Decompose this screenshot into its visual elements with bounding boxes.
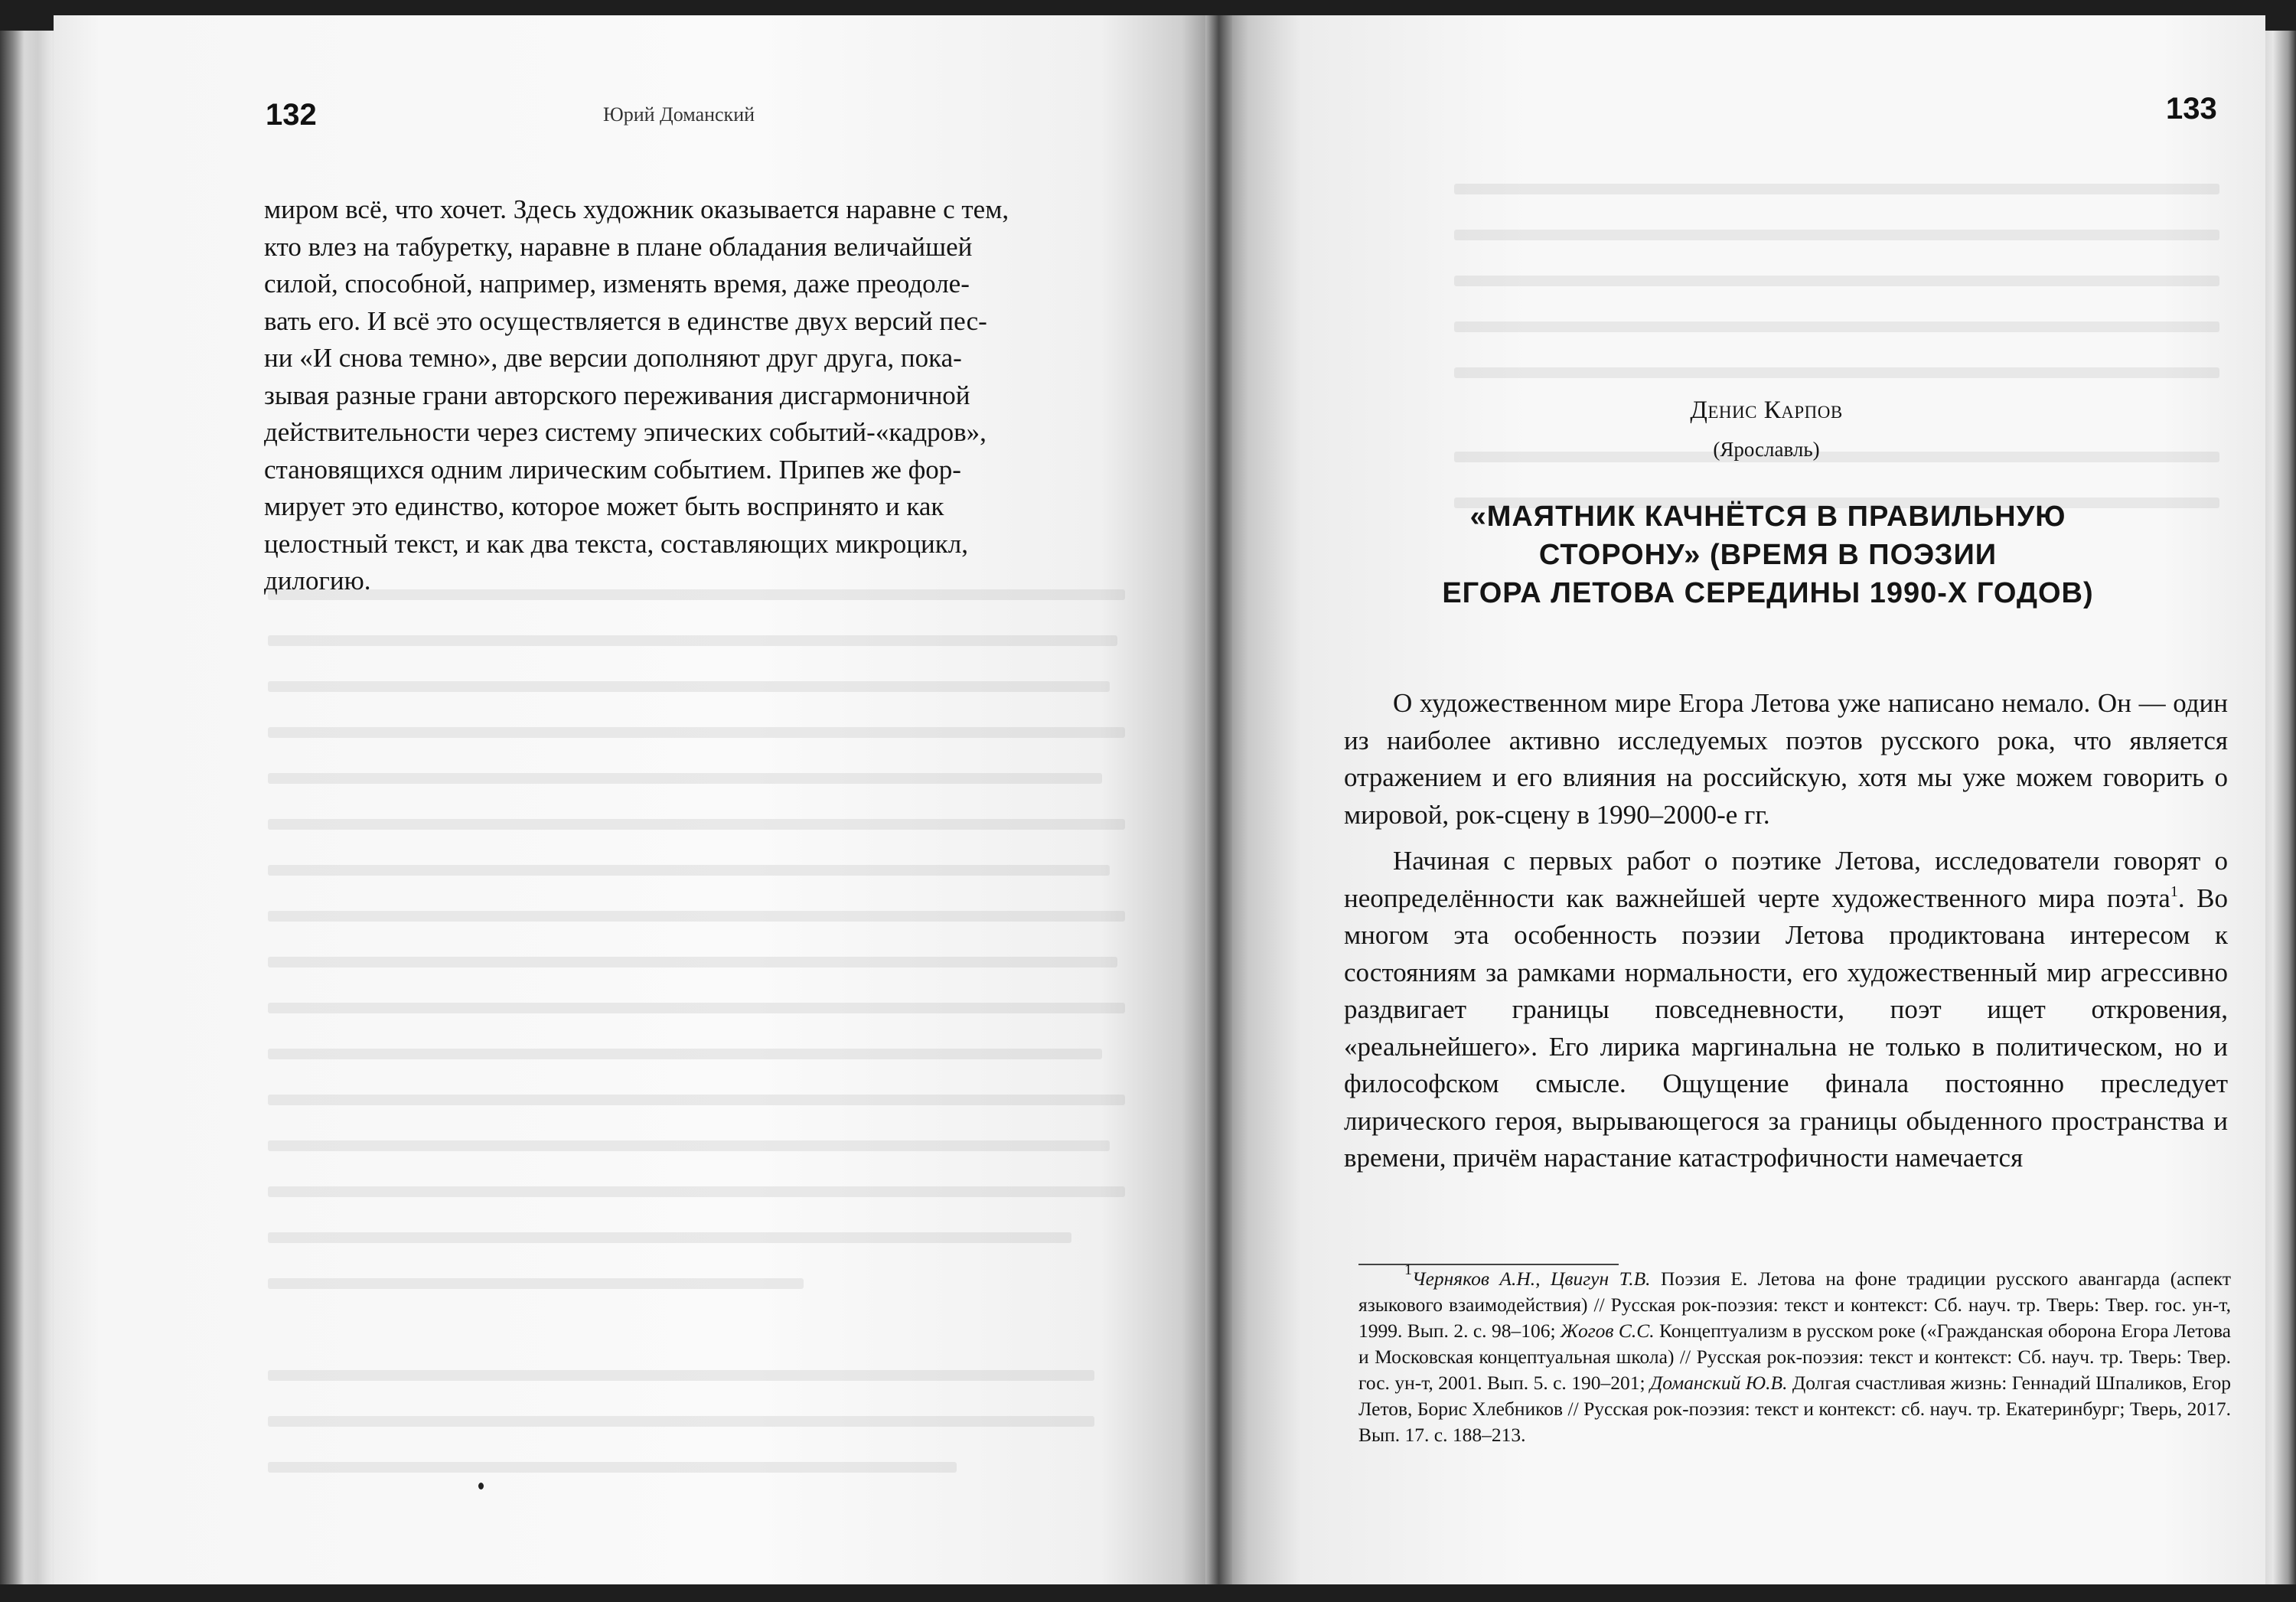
footnote-author: Доманский Ю.В. [1649,1372,1788,1394]
article-author: Денис Карпов [1690,396,1843,424]
title-line: «МАЯТНИК КАЧНЁТСЯ В ПРАВИЛЬНУЮ [1469,501,2066,533]
text-line: миром всё, что хочет. Здесь художник оказывается наравне с тем, [264,194,1009,224]
footnote-text: Долгая счастливая жизнь: Геннадий Шпаликов, Егор Летов, Борис Хлебников // Русская рок-поэзия: текст и контекст: сб. науч. тр. Екатеринбург; Тверь, 2017. Вып. 17. с. 188–213. [1358,1372,2231,1446]
bleed-through [268,1278,804,1289]
text-line: ни «И снова темно», две версии дополняют друг друга, пока- [264,343,962,373]
text-line: мирует это единство, которое может быть воспринято и как [264,491,944,521]
bleed-through [268,819,1125,830]
footnote-text: Поэзия Е. Летова на фоне традиции русского авангарда (аспект языкового взаимодействия) // Русская рок-поэзия: текст и контекст: Сб. науч. тр. Тверь: Твер. гос. ун-т, 1999. Вып. 2. с. 98–106; [1358,1268,2231,1342]
bleed-through [268,911,1125,922]
text-line: действительности через систему эпических событий-«кадров», [264,417,987,447]
footnote-marker: 1 [2170,883,2178,900]
right-page-body [1344,685,2228,1186]
text-line: силой, способной, например, изменять время, даже преодоле- [264,269,970,299]
bleed-through [268,681,1110,692]
text-line: дилогию. [264,566,371,595]
text-line: целостный текст, и как два текста, составляющих микроцикл, [264,528,968,559]
bleed-through [1454,184,2219,194]
bleed-through [268,635,1117,646]
bleed-through [268,727,1125,738]
bleed-through [1454,230,2219,240]
bleed-through [268,1095,1125,1105]
paragraph-text: . Во многом эта особенность поэзии Летова продиктована интересом к состояниям за рамками нормальности, его художественный мир агрессивно раздвигает границы повседневности, поэт ищет откровения, «реальнейшего». Его лирика маргинальна не только в политическом, но и философском смысле. Ощущение финала постоянно преследует лирического героя, вырывающегося за границы обыденного пространства и времени, причём нарастание катастрофичности намечается [1344,883,2228,1173]
footnote-author: Черняков А.Н., Цвигун Т.В. [1412,1268,1651,1290]
bleed-through [1454,276,2219,286]
title-line: ЕГОРА ЛЕТОВА СЕРЕДИНЫ 1990-Х ГОДОВ) [1442,577,2094,609]
bleed-through [268,773,1102,784]
footnote-text: Концептуализм в русском роке («Гражданская оборона Егора Летова и Московская концептуальная школа) // Русская рок-поэзия: текст и контекст: Сб. науч. тр. Тверь: Твер. гос. ун-т, 2001. Вып. 5. с. 190–201; [1358,1320,2231,1394]
author-city: (Ярославль) [1713,438,1820,461]
footnote-separator [1358,1264,1619,1265]
paragraph: О художественном мире Егора Летова уже написано немало. Он — один из наиболее активно исследуемых поэтов русского рока, что является отражением и его влияния на российскую, хотя мы уже можем говорить о мировой, рок-сцену в 1990–2000-е гг. [1344,688,2228,830]
text-line: вать его. И всё это осуществляется в единстве двух версий пес- [264,305,987,336]
bleed-through [268,1049,1102,1059]
text-line: становящихся одним лирическим событием. Припев же фор- [264,454,961,485]
footnote-number: 1 [1404,1261,1412,1278]
paragraph [1344,843,2228,1177]
bleed-through [268,865,1110,876]
page-number-right: 133 [2166,92,2217,126]
bleed-through [268,1186,1125,1197]
bleed-through [268,1003,1125,1013]
bleed-through [268,1416,1094,1427]
bleed-through [268,957,1117,967]
bleed-through [1454,367,2219,378]
bleed-through [268,1232,1071,1243]
text-line: зывая разные грани авторского переживания дисгармоничной [264,380,970,410]
book-gutter [1205,15,1232,1584]
footnote-author: Жогов С.С. [1560,1320,1655,1342]
left-page-body [264,191,1140,600]
footnote [1358,1261,2231,1448]
bleed-through [1454,321,2219,332]
text-line: кто влез на табуретку, наравне в плане обладания величайшей [264,231,973,262]
paragraph-text: Начиная с первых работ о поэтике Летова, исследователи говорят о неопределённости как важнейшей черте художественного мира поэта [1344,846,2228,913]
page-number-left: 132 [266,98,317,132]
bleed-through [268,1140,1110,1151]
ink-speck [478,1483,484,1489]
running-head: Юрий Доманский [603,103,755,126]
title-line: СТОРОНУ» (ВРЕМЯ В ПОЭЗИИ [1538,539,1998,571]
bleed-through [268,1370,1094,1381]
bleed-through [268,1462,957,1473]
article-title [1347,498,2189,612]
